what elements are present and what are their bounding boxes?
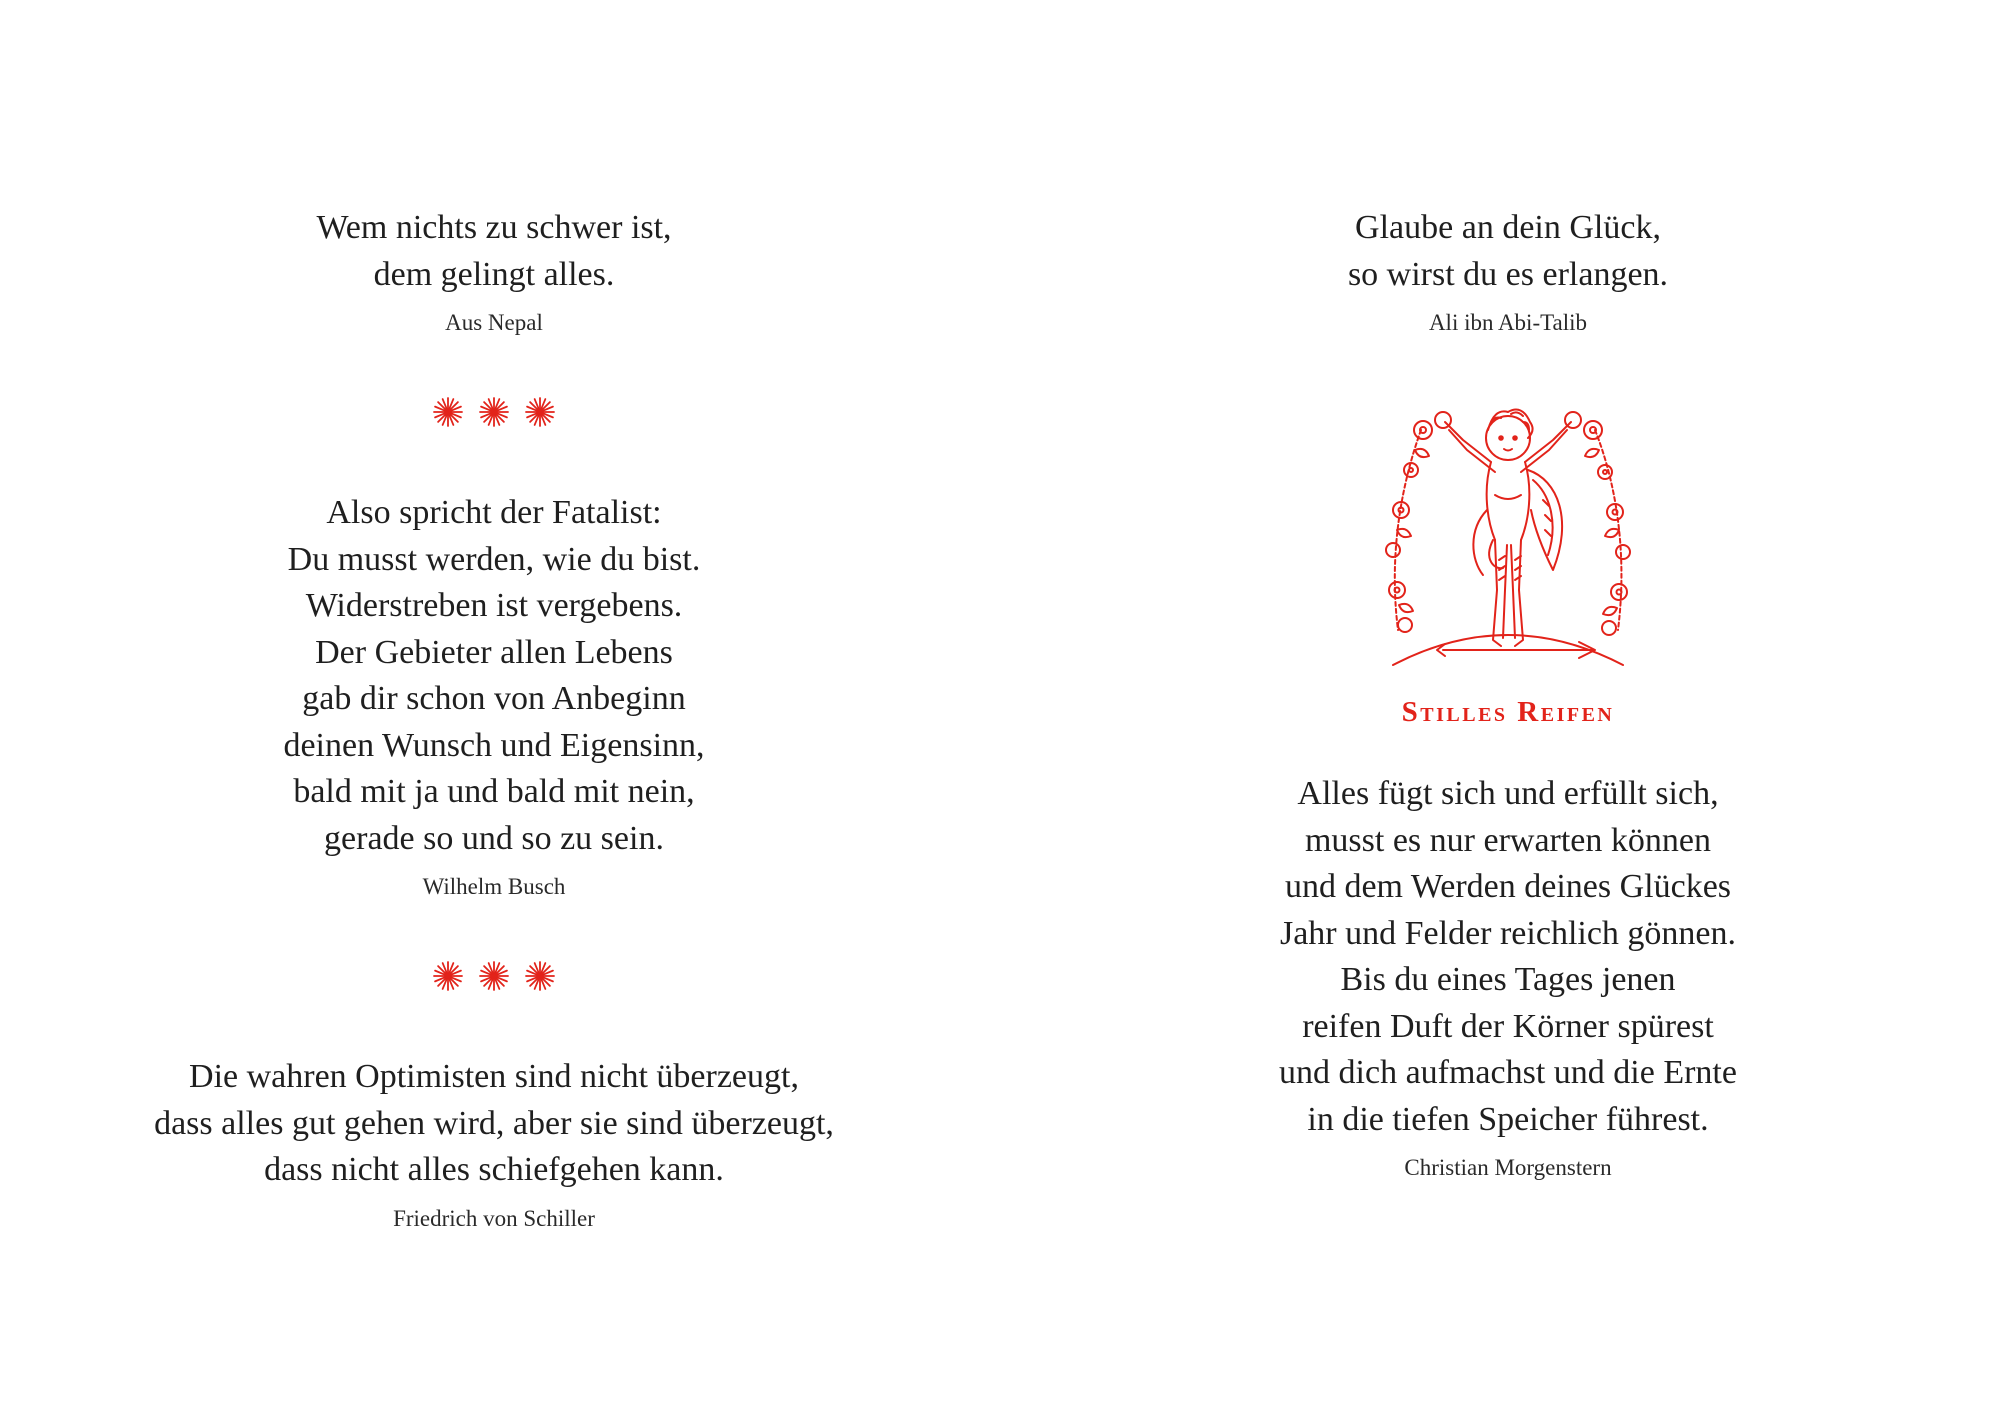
asterisk-flower-icon (432, 960, 464, 990)
quote-line: bald mit ja und bald mit nein, (293, 773, 695, 810)
quote-line: Wem nichts zu schwer ist, (316, 209, 672, 246)
asterisk-flower-icon (432, 396, 464, 426)
quote-author: Ali ibn Abi-Talib (1428, 310, 1588, 335)
quote-schiller (0, 1054, 994, 1234)
quote-line: gab dir schon von Anbeginn (302, 680, 686, 717)
quote-line: so wirst du es erlangen. (1347, 255, 1669, 293)
asterisk-flower-icon (524, 960, 556, 990)
left-column (0, 205, 994, 1234)
quote-author: Friedrich von Schiller (393, 1205, 595, 1231)
quote-line: Du musst werden, wie du bist. (287, 540, 701, 578)
spacer (1008, 338, 2000, 400)
poem-line: und dich aufmachst und die Ernte (1279, 1054, 1737, 1091)
quote-busch (0, 490, 994, 902)
quote-line: Der Gebieter allen Lebens (315, 633, 673, 671)
poem-author: Christian Morgenstern (1404, 1155, 1612, 1180)
quote-line: Glaube an dein Glück, (1355, 209, 1661, 246)
poem-line: Alles fügt sich und erfüllt sich, (1297, 775, 1719, 812)
quote-ali (1008, 205, 2000, 338)
poem-line: und dem Werden deines Glückes (1284, 868, 1732, 905)
poem-title: Stilles Reifen (1401, 696, 1615, 728)
poem-line: musst es nur erwarten können (1304, 821, 1711, 859)
quote-line: Widerstreben ist vergebens. (305, 587, 683, 624)
quote-line: Also spricht der Fatalist: (326, 494, 662, 531)
poem-line: in die tiefen Speicher führest. (1307, 1100, 1709, 1138)
right-page (1000, 0, 2000, 1405)
asterisk-flower-icon (478, 396, 510, 426)
quote-line: dem gelingt alles. (373, 255, 615, 293)
asterisk-flower-icon (524, 396, 556, 426)
asterisk-flower-icon (478, 960, 510, 990)
poem-line: Bis du eines Tages jenen (1340, 961, 1676, 998)
quote-line: Die wahren Optimisten sind nicht überzeugt, (189, 1058, 799, 1095)
quote-line: dass alles gut gehen wird, aber sie sind überzeugt, (154, 1104, 834, 1142)
ornament-divider (0, 396, 994, 426)
poem-line: Jahr und Felder reichlich gönnen. (1279, 914, 1737, 952)
right-column (1008, 205, 2000, 1183)
quote-line: dass nicht alles schiefgehen kann. (264, 1151, 724, 1188)
cherub-illustration (1383, 400, 1633, 670)
ornament-divider (0, 960, 994, 990)
quote-author: Wilhelm Busch (422, 874, 566, 899)
quote-line: deinen Wunsch und Eigensinn, (283, 726, 705, 764)
poem-line: reifen Duft der Körner spürest (1302, 1007, 1714, 1045)
quote-author: Aus Nepal (445, 310, 543, 335)
quote-line: gerade so und so zu sein. (324, 819, 664, 857)
quote-nepal (0, 205, 994, 338)
poem-morgenstern (1008, 771, 2000, 1183)
spacer (1008, 670, 2000, 696)
